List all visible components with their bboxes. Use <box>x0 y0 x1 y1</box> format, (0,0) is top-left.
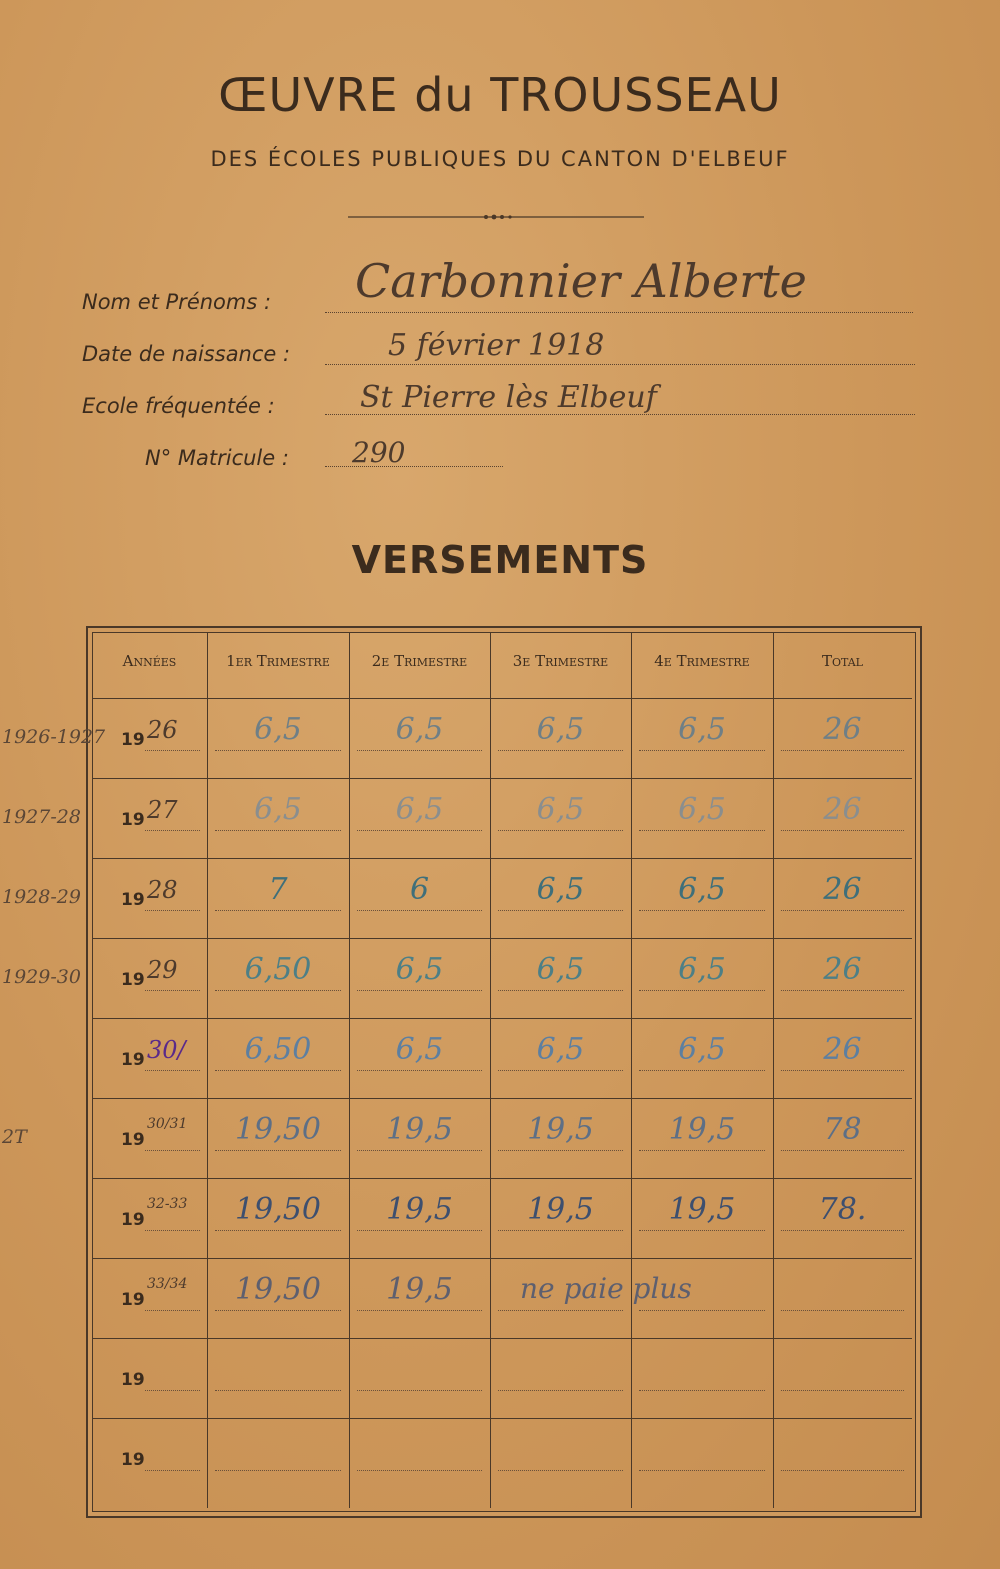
cell-dotted-line <box>498 830 623 831</box>
year-prefix: 19 <box>121 1210 145 1230</box>
cell-dotted-line <box>215 830 341 831</box>
year-dotted-line <box>145 990 200 991</box>
q1-cell: 19,50 <box>235 1272 321 1307</box>
year-prefix: 19 <box>121 970 145 990</box>
q4-cell: 6,5 <box>678 1032 726 1067</box>
q3-cell: 6,5 <box>536 1032 585 1067</box>
name-dotted-line <box>325 312 913 313</box>
row-divider <box>92 858 912 859</box>
year-value: 26 <box>147 716 178 744</box>
header-years: Années <box>122 652 177 670</box>
cell-dotted-line <box>357 1230 482 1231</box>
year-dotted-line <box>145 830 200 831</box>
birth-value: 5 février 1918 <box>388 328 605 363</box>
cell-dotted-line <box>498 910 623 911</box>
q1-cell: 7 <box>268 872 288 907</box>
cell-dotted-line <box>781 1470 904 1471</box>
cell-dotted-line <box>215 750 341 751</box>
cell-dotted-line <box>215 910 341 911</box>
school-label: Ecole fréquentée : <box>82 394 275 418</box>
q2-cell: 6 <box>409 872 430 907</box>
q2-cell: 6,5 <box>395 792 444 827</box>
column-divider <box>773 632 774 1508</box>
q4-cell: 6,5 <box>678 712 726 747</box>
q1-cell: 6,50 <box>244 1032 312 1067</box>
year-prefix: 19 <box>121 1130 145 1150</box>
cell-dotted-line <box>498 1230 623 1231</box>
year-prefix: 19 <box>121 1050 145 1070</box>
birth-dotted-line <box>325 364 915 365</box>
cell-dotted-line <box>639 990 765 991</box>
year-dotted-line <box>145 1070 200 1071</box>
cell-dotted-line <box>781 750 904 751</box>
name-label: Nom et Prénoms : <box>82 290 272 314</box>
year-dotted-line <box>145 1150 200 1151</box>
cell-dotted-line <box>498 1470 623 1471</box>
year-value: 32-33 <box>147 1196 188 1212</box>
cell-dotted-line <box>639 1070 765 1071</box>
year-value: 30/31 <box>147 1116 188 1132</box>
year-value: 28 <box>147 876 178 904</box>
year-value: 27 <box>147 796 178 824</box>
cell-dotted-line <box>781 1070 904 1071</box>
cell-dotted-line <box>357 1150 482 1151</box>
q3-cell: 19,5 <box>527 1112 594 1147</box>
cell-dotted-line <box>639 830 765 831</box>
cell-dotted-line <box>357 830 482 831</box>
row-divider <box>92 1258 912 1259</box>
total-cell: 78 <box>823 1112 862 1147</box>
q3-cell: ne paie plus <box>520 1272 692 1305</box>
header-q2: 2e Trimestre <box>371 652 468 670</box>
cell-dotted-line <box>781 1150 904 1151</box>
q4-cell: 6,5 <box>678 872 726 907</box>
q2-cell: 6,5 <box>395 952 444 987</box>
row-divider <box>92 1178 912 1179</box>
margin-note: 1928-29 <box>2 886 81 908</box>
column-divider <box>207 632 208 1508</box>
row-divider <box>92 938 912 939</box>
q2-cell: 19,5 <box>386 1272 453 1307</box>
cell-dotted-line <box>498 750 623 751</box>
q4-cell: 6,5 <box>678 792 726 827</box>
cell-dotted-line <box>639 1470 765 1471</box>
row-divider <box>92 1338 912 1339</box>
row-divider <box>92 1018 912 1019</box>
cell-dotted-line <box>781 830 904 831</box>
q1-cell: 6,50 <box>244 952 312 987</box>
q3-cell: 6,5 <box>536 792 585 827</box>
cell-dotted-line <box>357 1070 482 1071</box>
cell-dotted-line <box>639 750 765 751</box>
cell-dotted-line <box>639 1310 765 1311</box>
q4-cell: 19,5 <box>668 1112 736 1147</box>
cell-dotted-line <box>639 910 765 911</box>
q3-cell: 19,5 <box>527 1192 594 1227</box>
payments-table <box>86 626 922 1518</box>
row-divider <box>92 1098 912 1099</box>
margin-note: 2T <box>2 1126 27 1148</box>
section-title: VERSEMENTS <box>351 538 649 582</box>
margin-note: 1927-28 <box>2 806 81 828</box>
year-value: 33/34 <box>147 1276 188 1292</box>
cell-dotted-line <box>215 1470 341 1471</box>
school-value: St Pierre lès Elbeuf <box>360 380 657 415</box>
year-dotted-line <box>145 910 200 911</box>
year-dotted-line <box>145 750 200 751</box>
column-divider <box>490 632 491 1508</box>
cell-dotted-line <box>357 1470 482 1471</box>
year-prefix: 19 <box>121 890 145 910</box>
header-q1: 1er Trimestre <box>226 652 330 670</box>
year-prefix: 19 <box>121 810 145 830</box>
matricule-value: 290 <box>352 436 406 469</box>
total-cell: 78. <box>818 1192 867 1227</box>
year-prefix: 19 <box>121 1450 145 1470</box>
q1-cell: 6,5 <box>254 712 302 747</box>
cell-dotted-line <box>357 750 482 751</box>
document-subtitle: DES ÉCOLES PUBLIQUES DU CANTON D'ELBEUF <box>210 147 790 171</box>
q2-cell: 6,5 <box>395 1032 444 1067</box>
cell-dotted-line <box>498 1150 623 1151</box>
cell-dotted-line <box>357 1310 482 1311</box>
total-cell: 26 <box>823 712 862 747</box>
year-value: 30/ <box>147 1036 186 1064</box>
q1-cell: 19,50 <box>235 1112 321 1147</box>
q1-cell: 19,50 <box>235 1192 321 1227</box>
cell-dotted-line <box>639 1390 765 1391</box>
margin-note: 1926-1927 <box>2 726 106 748</box>
cell-dotted-line <box>498 1390 623 1391</box>
year-prefix: 19 <box>121 1370 145 1390</box>
birth-label: Date de naissance : <box>82 342 291 366</box>
cell-dotted-line <box>781 1230 904 1231</box>
cell-dotted-line <box>781 1310 904 1311</box>
cell-dotted-line <box>498 1310 623 1311</box>
cell-dotted-line <box>215 990 341 991</box>
matricule-label: N° Matricule : <box>145 446 289 470</box>
total-cell: 26 <box>823 1032 862 1067</box>
cell-dotted-line <box>498 990 623 991</box>
cell-dotted-line <box>215 1310 341 1311</box>
header-divider <box>92 698 912 699</box>
year-dotted-line <box>145 1390 200 1391</box>
divider-ornament <box>348 212 644 222</box>
total-cell: 26 <box>823 872 862 907</box>
cell-dotted-line <box>215 1390 341 1391</box>
year-prefix: 19 <box>121 730 145 750</box>
row-divider <box>92 778 912 779</box>
cell-dotted-line <box>215 1150 341 1151</box>
header-q4: 4e Trimestre <box>654 652 750 670</box>
cell-dotted-line <box>639 1230 765 1231</box>
q3-cell: 6,5 <box>536 952 585 987</box>
row-divider <box>92 1418 912 1419</box>
cell-dotted-line <box>639 1150 765 1151</box>
document-title: ŒUVRE du TROUSSEAU <box>218 68 782 122</box>
q4-cell: 6,5 <box>678 952 726 987</box>
header-total: Total <box>821 652 863 670</box>
year-dotted-line <box>145 1310 200 1311</box>
column-divider <box>631 632 632 1508</box>
total-cell: 26 <box>823 952 862 987</box>
cell-dotted-line <box>215 1230 341 1231</box>
column-divider <box>349 632 350 1508</box>
year-value: 29 <box>147 956 178 984</box>
year-prefix: 19 <box>121 1290 145 1310</box>
q3-cell: 6,5 <box>536 712 585 747</box>
q2-cell: 19,5 <box>386 1192 453 1227</box>
header-q3: 3e Trimestre <box>512 652 609 670</box>
cell-dotted-line <box>357 990 482 991</box>
q2-cell: 6,5 <box>395 712 444 747</box>
name-value: Carbonnier Alberte <box>355 254 807 308</box>
cell-dotted-line <box>781 1390 904 1391</box>
cell-dotted-line <box>215 1070 341 1071</box>
q1-cell: 6,5 <box>254 792 302 827</box>
cell-dotted-line <box>357 910 482 911</box>
cell-dotted-line <box>781 910 904 911</box>
year-dotted-line <box>145 1230 200 1231</box>
q4-cell: 19,5 <box>668 1192 736 1227</box>
q2-cell: 19,5 <box>386 1112 453 1147</box>
q3-cell: 6,5 <box>536 872 585 907</box>
cell-dotted-line <box>781 990 904 991</box>
total-cell: 26 <box>823 792 862 827</box>
cell-dotted-line <box>357 1390 482 1391</box>
margin-note: 1929-30 <box>2 966 81 988</box>
cell-dotted-line <box>498 1070 623 1071</box>
year-dotted-line <box>145 1470 200 1471</box>
